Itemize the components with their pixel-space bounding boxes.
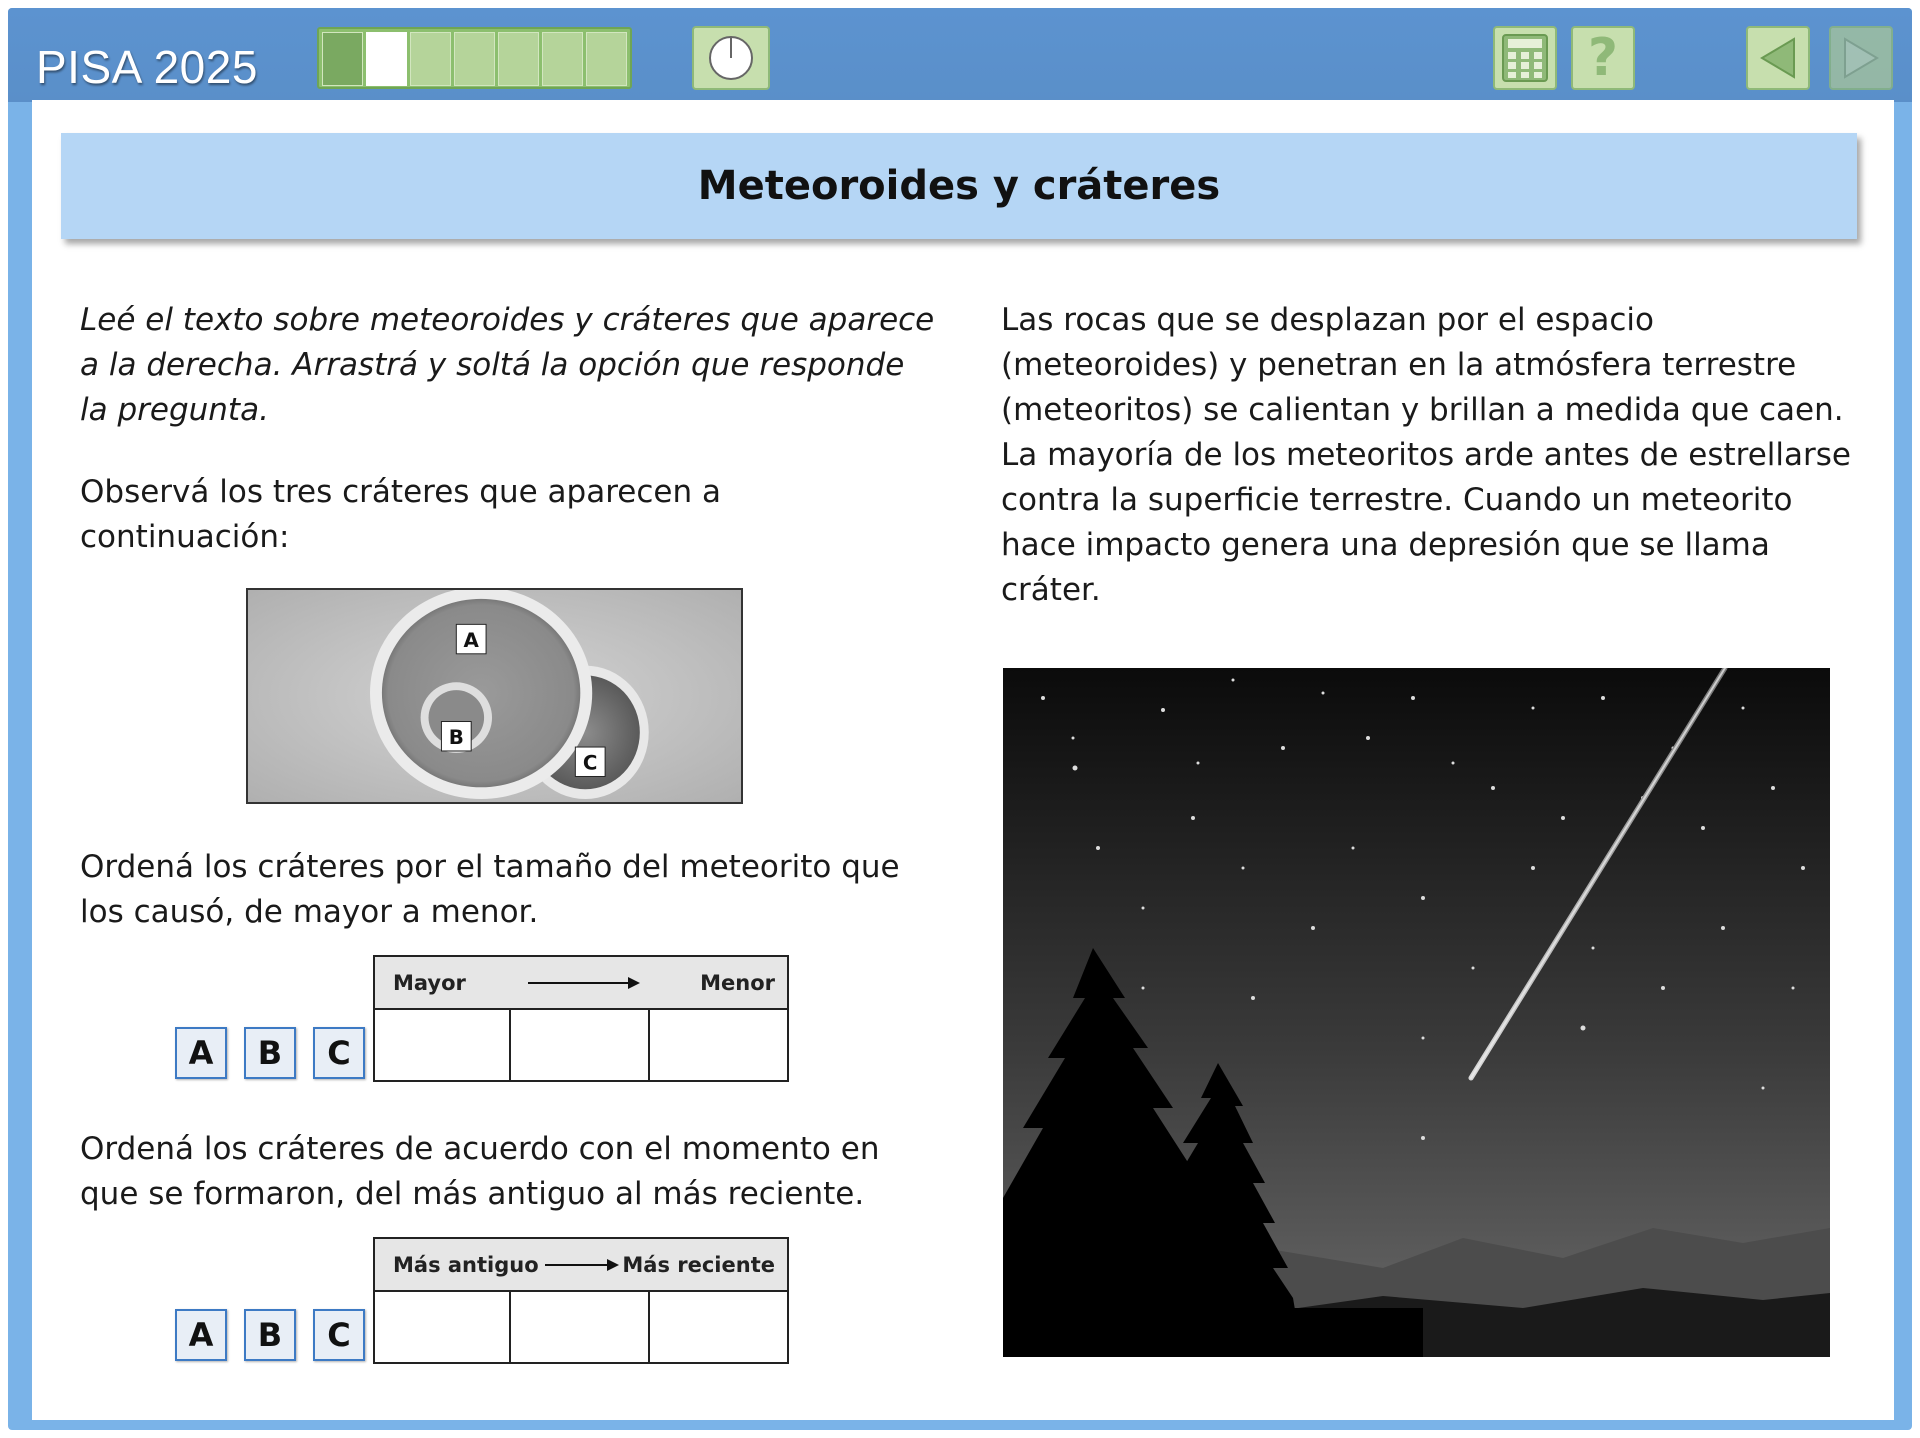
arrow-right-icon xyxy=(528,982,638,984)
header-label-left: Mayor xyxy=(393,970,466,995)
drag-chip-a-q2[interactable]: A xyxy=(175,1309,227,1361)
back-arrow-icon xyxy=(1754,33,1802,83)
calculator-icon xyxy=(1501,33,1549,83)
progress-segment xyxy=(542,32,583,86)
drop-slot-1[interactable] xyxy=(375,1292,511,1362)
drop-slot-2[interactable] xyxy=(511,1010,650,1080)
timer-icon xyxy=(706,33,756,83)
progress-segment-current xyxy=(366,32,407,86)
header-label-right: Menor xyxy=(700,970,775,995)
crater-label-c: C xyxy=(582,751,598,775)
timer-button[interactable] xyxy=(692,26,770,90)
passage-line: contra la superficie terrestre. Cuando un meteorito xyxy=(1001,482,1793,518)
passage-line: (meteoritos) se calientan y brillan a medida que caen. xyxy=(1001,392,1844,428)
help-icon: ? xyxy=(1587,28,1619,88)
passage-line: cráter. xyxy=(1001,572,1101,608)
drag-chip-b-q2[interactable]: B xyxy=(244,1309,296,1361)
meteor-night-image xyxy=(1003,668,1830,1357)
drag-chip-c-q1[interactable]: C xyxy=(313,1027,365,1079)
progress-segment xyxy=(410,32,451,86)
header-label-right: Más reciente xyxy=(622,1252,775,1277)
question-line: Ordená los cráteres de acuerdo con el momento en xyxy=(80,1131,880,1167)
craters-image xyxy=(246,588,743,804)
drop-slot-3[interactable] xyxy=(650,1292,787,1362)
order-table-age xyxy=(373,1237,789,1364)
drag-chip-a-q1[interactable]: A xyxy=(175,1027,227,1079)
progress-segment xyxy=(454,32,495,86)
question-line: los causó, de mayor a menor. xyxy=(80,894,539,930)
question-line: Ordená los cráteres por el tamaño del meteorito que xyxy=(80,849,900,885)
order-table-size xyxy=(373,955,789,1082)
calculator-button[interactable] xyxy=(1493,26,1557,90)
passage-line: Las rocas que se desplazan por el espacio xyxy=(1001,302,1654,338)
question-2-text xyxy=(80,1127,879,1217)
progress-segment xyxy=(586,32,627,86)
crater-label-a: A xyxy=(463,629,479,652)
header-label-left: Más antiguo xyxy=(393,1252,539,1277)
progress-segment xyxy=(322,32,363,86)
progress-segment xyxy=(498,32,539,86)
drag-chip-c-q2[interactable]: C xyxy=(313,1309,365,1361)
order-table-header xyxy=(375,1239,787,1292)
observe-line: Observá los tres cráteres que aparecen a xyxy=(80,474,721,510)
observe-line: continuación: xyxy=(80,519,290,555)
drag-chip-b-q1[interactable]: B xyxy=(244,1027,296,1079)
passage-line: hace impacto genera una depresión que se llama xyxy=(1001,527,1770,563)
drop-slot-3[interactable] xyxy=(650,1010,787,1080)
drop-slot-1[interactable] xyxy=(375,1010,511,1080)
progress-indicator xyxy=(317,27,632,89)
next-button[interactable] xyxy=(1829,26,1893,90)
help-button[interactable] xyxy=(1571,26,1635,90)
reading-passage xyxy=(1001,298,1851,613)
instruction-line: la pregunta. xyxy=(80,392,269,428)
crater-label-b: B xyxy=(448,726,464,750)
passage-line: (meteoroides) y penetran en la atmósfera terrestre xyxy=(1001,347,1797,383)
unit-title-bar xyxy=(61,133,1857,239)
instruction-line: Leé el texto sobre meteoroides y cráteres que aparece xyxy=(80,302,935,338)
observe-text xyxy=(80,470,721,560)
unit-title: Meteoroides y cráteres xyxy=(697,163,1221,209)
question-1-text xyxy=(80,845,900,935)
instruction-line: a la derecha. Arrastrá y soltá la opción que responde xyxy=(80,347,905,383)
question-line: que se formaron, del más antiguo al más reciente. xyxy=(80,1176,865,1212)
passage-line: La mayoría de los meteoritos arde antes de estrellarse xyxy=(1001,437,1851,473)
order-table-header xyxy=(375,957,787,1010)
instruction-text xyxy=(80,298,934,433)
back-button[interactable] xyxy=(1746,26,1810,90)
drop-slot-2[interactable] xyxy=(511,1292,650,1362)
arrow-right-icon xyxy=(545,1264,617,1266)
next-arrow-icon xyxy=(1837,33,1885,83)
brand-title: PISA 2025 xyxy=(36,41,258,93)
